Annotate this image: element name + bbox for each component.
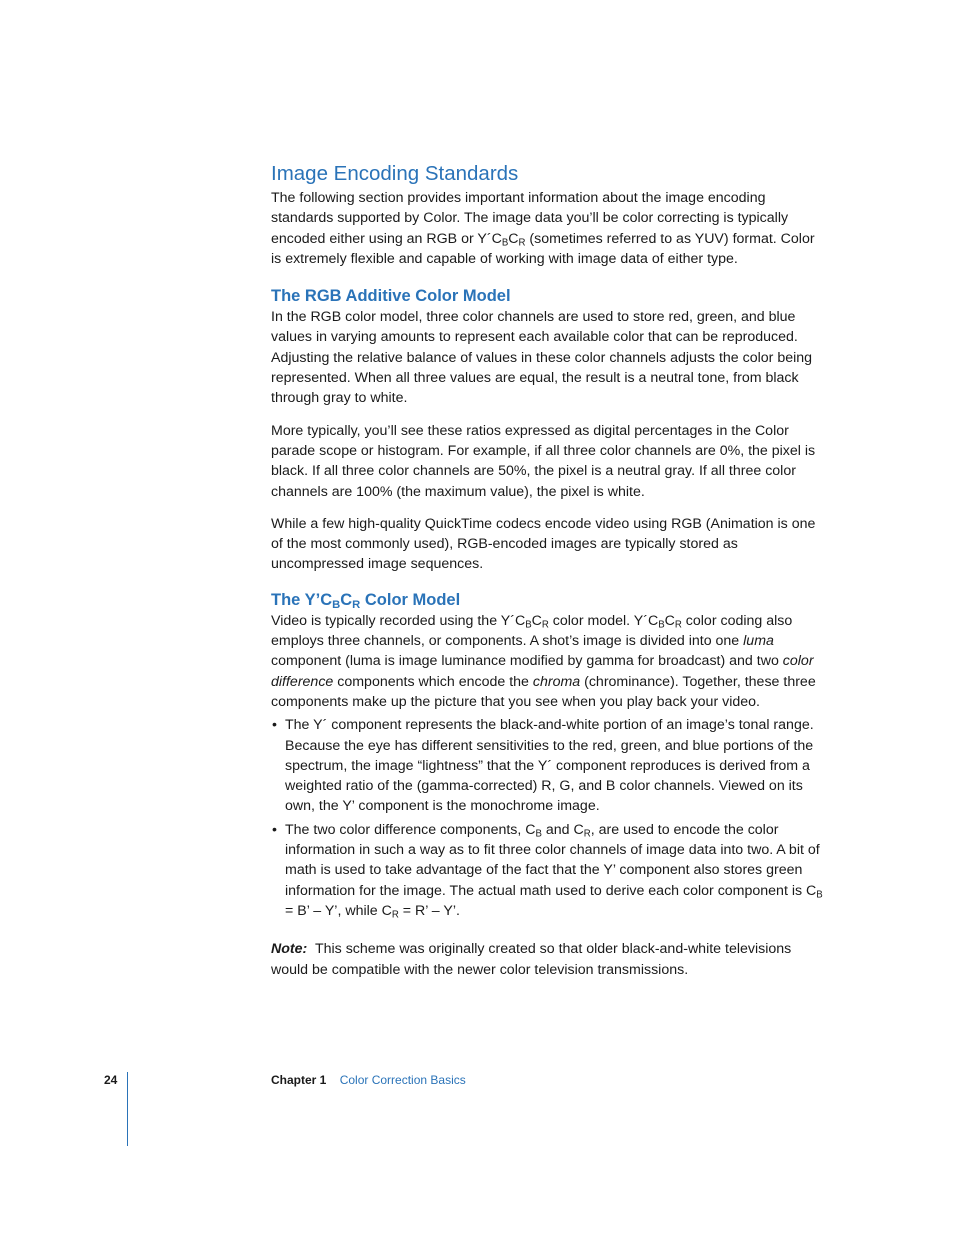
bullet2-a: The two color difference components, C <box>285 821 536 838</box>
intro-sub-b: B <box>501 237 509 248</box>
list-item <box>271 820 826 921</box>
bullet2-e: = R’ – Y’. <box>398 902 460 919</box>
bullet2-b: and C <box>541 821 584 838</box>
ycc-p1-c: color coding also employs three channels, or components. A shot’s image is divided into one <box>271 612 793 650</box>
intro-text-d: (sometimes referred to as YUV) format. Color is extremely flexible and capable of working with image data of either type. <box>271 230 815 267</box>
rgb-paragraph-3: While a few high-quality QuickTime codecs encode video using RGB (Animation is one of the most commonly used), RGB-encoded images are typically stored as uncompressed image sequences. <box>271 515 816 573</box>
ycc-p1-em-color-difference: color difference <box>271 653 814 690</box>
note-label: Note: <box>271 941 308 958</box>
ycc-heading-sub-b: B <box>332 598 341 611</box>
ycc-heading <box>271 589 826 611</box>
intro-text-a: The following section provides important information about the image encoding standards supported by Color. The image data you’ll be color correcting is typically encoded either using an RGB or Y´C <box>271 190 789 247</box>
ycc-p1-em-luma: luma <box>743 633 774 650</box>
rgb-paragraph-1: In the RGB color model, three color channels are used to store red, green, and blue values in varying amounts to represent each available color that can be reproduced. Adjusting the relative balance of values in these color channels adjusts the color being represented. When all three values are equal, the result is a neutral tone, from black through gray to white. <box>271 309 813 407</box>
ycc-heading-c: C <box>340 590 353 609</box>
page-content <box>271 160 826 980</box>
note-paragraph <box>271 939 826 980</box>
page-number: 24 <box>104 1073 118 1087</box>
ycc-p1-b: color model. Y´C <box>548 612 659 629</box>
bullet2-c: , are used to encode the color information in such a way as to fit three color channels of image data into two. A bit of math is used to take advantage of the fact that the Y’ component also stores green information for the image. The actual math used to derive each color component is C <box>285 821 820 899</box>
ycc-p1-e: components which encode the <box>333 673 533 690</box>
ycc-p1-sub-b1: B <box>525 619 532 631</box>
intro-text-c: C <box>508 230 519 247</box>
rgb-heading: The RGB Additive Color Model <box>271 287 511 306</box>
note-text: This scheme was originally created so that older black-and-white televisions would be compatible with the newer color television transmissions. <box>271 941 792 978</box>
ycc-heading-sub-r: R <box>352 598 361 611</box>
bullet2-sub-r1: R <box>583 828 591 840</box>
footer-divider <box>127 1072 128 1146</box>
chapter-label: Chapter 1 <box>271 1073 327 1087</box>
bullet2-sub-b1: B <box>535 828 542 840</box>
ycc-p1-f: (chrominance). Together, these three components make up the picture that you see when you play back your video. <box>271 673 816 710</box>
ycc-p1-sub-r2: R <box>674 619 682 631</box>
rgb-paragraph-2: More typically, you’ll see these ratios expressed as digital percentages in the Color parade scope or histogram. For example, if all three color channels are 0%, the pixel is black. If all three color channels are 50%, the pixel is a neutral gray. If all three color channels are 100% (the maximum value), the pixel is white. <box>271 422 816 500</box>
ycc-bullet-list <box>271 715 826 921</box>
intro-sub-r: R <box>518 237 526 248</box>
ycc-p1-sub-r1: R <box>541 619 549 631</box>
bullet2-d: = B’ – Y’, while C <box>285 902 392 919</box>
ycc-p1-em-chroma: chroma <box>532 673 581 690</box>
chapter-footer <box>271 1073 466 1087</box>
ycc-p1-c2: C <box>664 612 675 629</box>
ycc-p1-c1: C <box>531 612 542 629</box>
list-item: • The Y´ component represents the black-and-white portion of an image’s tonal range. Because the eye has different sensitivities to the red, green, and blue portions of the spectrum, the image “lightness” that the Y´ component reproduces is derived from a weighted ratio of the (gamma-corrected) R, G, and B color channels. Viewed on its own, the Y’ component is the monochrome image. <box>271 715 826 816</box>
bullet2-sub-b2: B <box>816 889 823 901</box>
bullet2-sub-r2: R <box>391 909 399 921</box>
ycc-p1-sub-b2: B <box>658 619 665 631</box>
ycc-heading-d: Color Model <box>360 590 461 609</box>
ycc-p1-d: component (luma is image luminance modified by gamma for broadcast) and two <box>271 653 783 670</box>
ycc-heading-a: The Y’C <box>271 590 333 609</box>
intro-paragraph <box>271 188 826 269</box>
section-title: Image Encoding Standards <box>271 162 519 185</box>
chapter-title: Color Correction Basics <box>339 1073 466 1087</box>
ycc-paragraph-1 <box>271 611 826 712</box>
ycc-p1-a: Video is typically recorded using the Y´C <box>271 612 526 629</box>
